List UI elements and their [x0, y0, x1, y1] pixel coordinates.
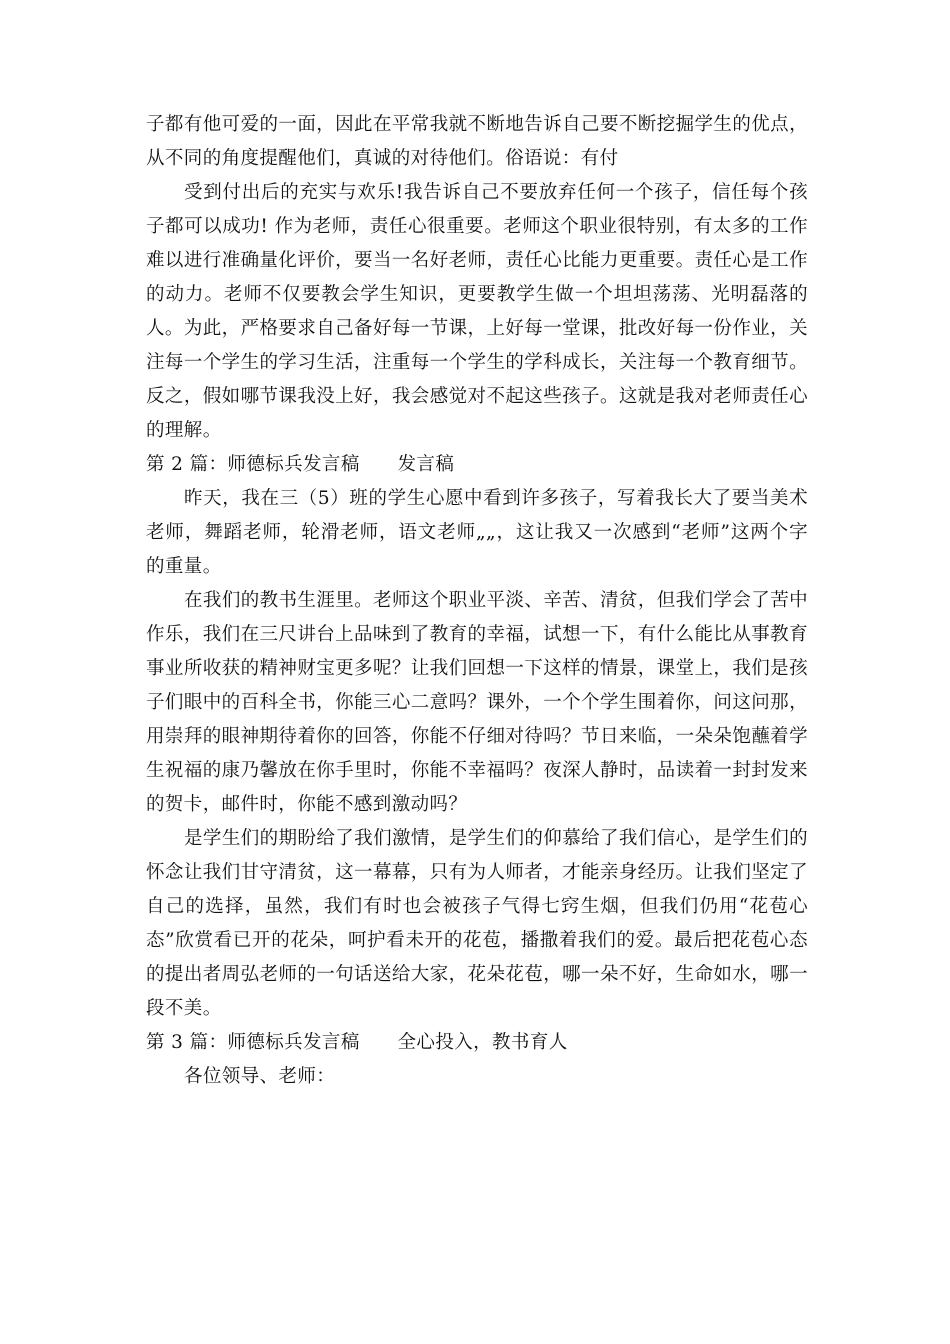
- section-heading-3: 第 3 篇：师德标兵发言稿 全心投入，教书育人: [146, 1032, 568, 1053]
- section-heading-2: 第 2 篇：师德标兵发言稿 发言稿: [146, 454, 455, 475]
- paragraph-student-wishes: 昨天，我在三（5）班的学生心愿中看到许多孩子，写着我长大了要当美术老师，舞蹈老师，轮滑老师，语文老师„„，这让我又一次感到“老师”这两个字的重量。: [146, 488, 808, 577]
- paragraph-responsibility: 受到付出后的充实与欢乐!我告诉自己不要放弃任何一个孩子，信任每个孩子都可以成功! 作为老师，责任心很重要。老师这个职业很特别，有太多的工作难以进行准确量化评价，要当一名好老师，责任心比能力更重要。责任心是工作的动力。老师不仅要教会学生知识，更要教学生做一个坦坦荡荡、光明磊落的人。为此，严格要求自己备好每一节课，上好每一堂课，批改好每一份作业，关注每一个学生的学习生活，注重每一个学生的学科成长，关注每一个教育细节。反之，假如哪节课我没上好，我会感觉对不起这些孩子。这就是我对老师责任心的理解。: [146, 182, 808, 441]
- paragraph-flower-bud: 是学生们的期盼给了我们激情，是学生们的仰慕给了我们信心，是学生们的怀念让我们甘守清贫，这一幕幕，只有为人师者，才能亲身经历。让我们坚定了自己的选择，虽然，我们有时也会被孩子气得七窍生烟，但我们仍用“花苞心态”欣赏看已开的花朵，呵护看未开的花苞，播撒着我们的爱。最后把花苞心态的提出者周弘老师的一句话送给大家，花朵花苞，哪一朵不好，生命如水，哪一段不美。: [146, 828, 808, 1019]
- document-body: [146, 108, 808, 1094]
- paragraph-salutation: 各位领导、老师：: [184, 1066, 336, 1087]
- paragraph-teaching-career: 在我们的教书生涯里。老师这个职业平淡、辛苦、清贫，但我们学会了苦中作乐，我们在三尺讲台上品味到了教育的幸福，试想一下，有什么能比从事教育事业所收获的精神财宝更多呢？让我们回想一下这样的情景，课堂上，我们是孩子们眼中的百科全书，你能三心二意吗？课外，一个个学生围着你，问这问那，用崇拜的眼神期待着你的回答，你能不仔细对待吗？节日来临，一朵朵饱蘸着学生祝福的康乃馨放在你手里时，你能不幸福吗？夜深人静时，品读着一封封发来的贺卡，邮件时，你能不感到激动吗？: [146, 590, 808, 815]
- paragraph-continuation: 子都有他可爱的一面，因此在平常我就不断地告诉自己要不断挖掘学生的优点，从不同的角度提醒他们，真诚的对待他们。俗语说：有付: [146, 114, 808, 169]
